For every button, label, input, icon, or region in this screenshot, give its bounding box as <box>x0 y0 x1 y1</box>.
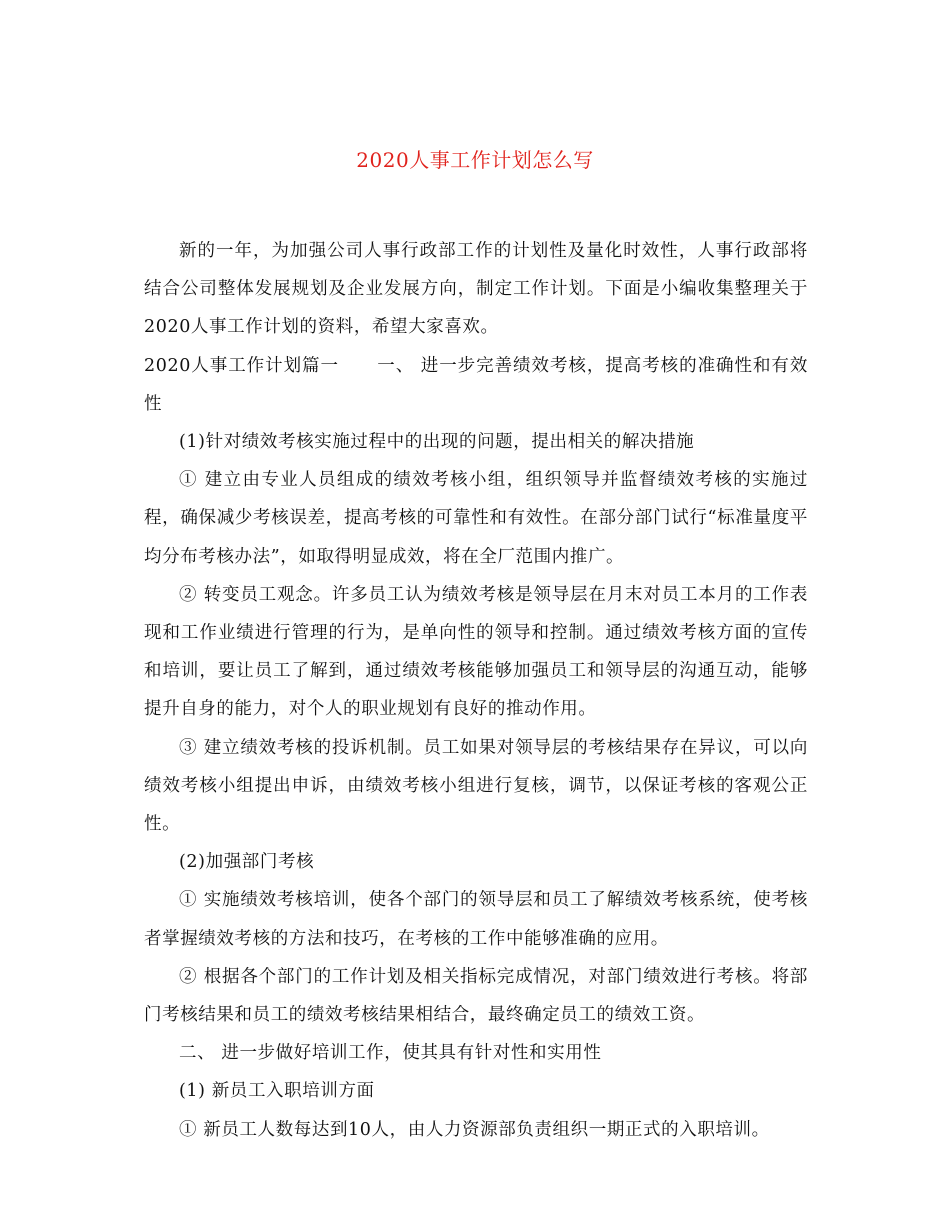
paragraph-8: 二、 进一步做好培训工作，使其具有针对性和实用性 <box>179 1043 602 1064</box>
paragraph-6: ① 实施绩效考核培训，使各个部门的领导层和员工了解绩效考核系统，使考核者掌握绩效考核的方法和技巧，在考核的工作中能够准确的应用。 <box>144 890 808 949</box>
paragraph-5: (2)加强部门考核 <box>179 852 315 873</box>
section-heading <box>144 347 808 423</box>
paragraph-4: ③ 建立绩效考核的投诉机制。员工如果对领导层的考核结果存在异议，可以向绩效考核小组提出申诉，由绩效考核小组进行复核，调节，以保证考核的客观公正性。 <box>144 737 808 835</box>
paragraph-10: ① 新员工人数每达到10人，由人力资源部负责组织一期正式的入职培训。 <box>179 1119 770 1140</box>
document-title: 2020人事工作计划怎么写 <box>356 148 594 172</box>
paragraph-7: ② 根据各个部门的工作计划及相关指标完成情况，对部门绩效进行考核。将部门考核结果和员工的绩效考核结果相结合，最终确定员工的绩效工资。 <box>144 966 808 1026</box>
paragraph-3: ② 转变员工观念。许多员工认为绩效考核是领导层在月末对员工本月的工作表现和工作业绩进行管理的行为，是单向性的领导和控制。通过绩效考核方面的宣传和培训，要让员工了解到，通过绩效考核能够加强员工和领导层的沟通互动，能够提升自身的能力，对个人的职业规划有良好的推动作用。 <box>144 584 808 720</box>
paragraph-1: (1)针对绩效考核实施过程中的出现的问题，提出相关的解决措施 <box>179 432 695 453</box>
document-body <box>144 232 808 1149</box>
paragraph-2: ① 建立由专业人员组成的绩效考核小组，组织领导并监督绩效考核的实施过程，确保减少考核误差，提高考核的可靠性和有效性。在部分部门试行“标准量度平均分布考核办法”，如取得明显成效，将在全厂范围内推广。 <box>144 470 808 567</box>
intro-paragraph: 新的一年，为加强公司人事行政部工作的计划性及量化时效性，人事行政部将结合公司整体发展规划及企业发展方向，制定工作计划。下面是小编收集整理关于2020人事工作计划的资料，希望大家喜欢。 <box>144 241 808 338</box>
paragraph-9: (1) 新员工入职培训方面 <box>179 1081 375 1102</box>
section-heading-label: 2020人事工作计划篇一 <box>144 355 339 376</box>
section-heading-text: 一、 进一步完善绩效考核，提高考核的准确性和有效性 <box>144 355 808 414</box>
